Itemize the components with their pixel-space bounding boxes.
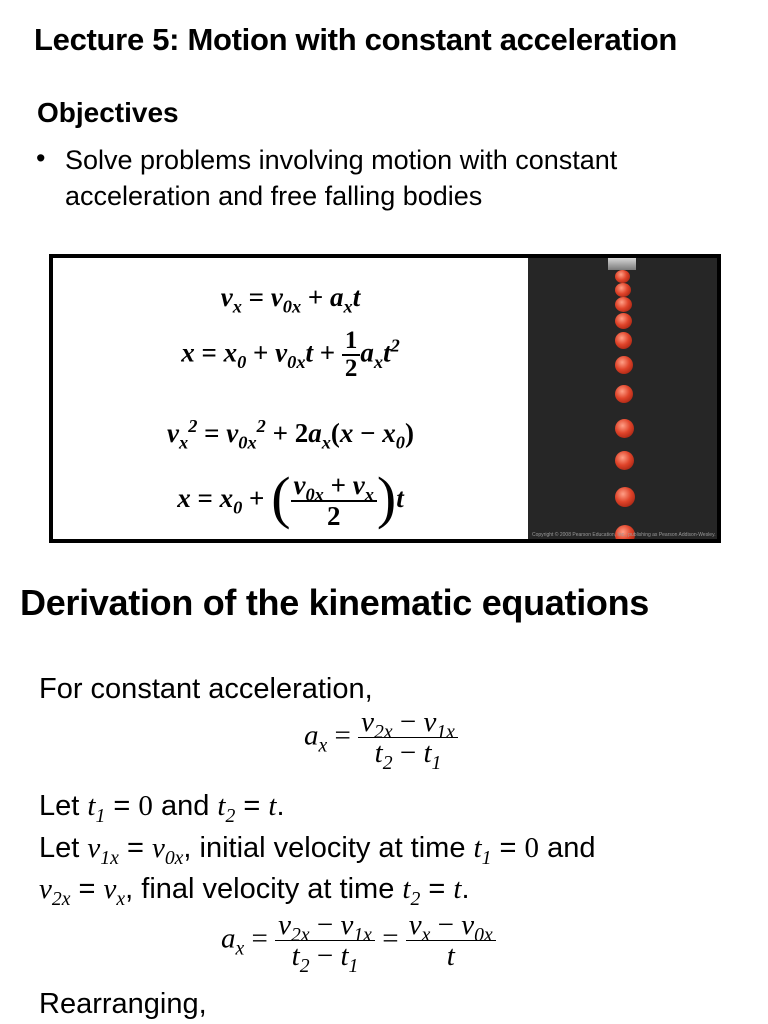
- release-clamp: [608, 258, 636, 270]
- ball-image: [615, 332, 632, 349]
- objectives-heading: Objectives: [37, 97, 179, 128]
- ball-image: [615, 283, 631, 297]
- ball-image: [615, 487, 635, 507]
- final-velocity-line: $v_{2x} = v_x$, final velocity at time $t_2 = t$.: [39, 873, 470, 910]
- let-word: Let: [39, 832, 80, 864]
- initial-velocity-text: , initial velocity at time: [183, 832, 466, 864]
- objective-text: Solve problems involving motion with constant acceleration and free falling bodies: [65, 145, 618, 211]
- and-word: and: [160, 790, 210, 822]
- derivation-heading: Derivation of the kinematic equations: [20, 582, 650, 623]
- rearranging-text: Rearranging,: [39, 988, 207, 1020]
- and-word: and: [547, 832, 596, 864]
- photo-copyright: Copyright © 2008 Pearson Education, Inc., publishing as Pearson Addison-Wesley.: [532, 532, 716, 538]
- equation-average-velocity: $x = x_0$ + ( $\frac{v_{0x} + v_x}{2}$ )t: [177, 465, 404, 531]
- intro-text: For constant acceleration,: [39, 673, 373, 705]
- acceleration-definition: $a_x$ = $\frac{v_{2x} - v_{1x}}{t_2 - t_1}$: [304, 707, 458, 769]
- bullet-dot: •: [36, 143, 46, 173]
- equation-velocity-position: $v_x^2 = v_{0x}^2 + 2a_x(x - x_0)$: [167, 416, 414, 453]
- acceleration-substitution: $a_x$ = $\frac{v_{2x} - v_{1x}}{t_2 - t_1}$ = $\frac{v_x - v_{0x}}{t}$: [221, 910, 496, 972]
- let-velocity-line: Let $v_{1x} = v_{0x}$, initial velocity at time $t_1 = 0$ and: [39, 832, 596, 869]
- ball-image: [615, 297, 632, 312]
- ball-image: [615, 270, 630, 283]
- ball-image: [615, 313, 632, 329]
- ball-image: [615, 356, 633, 374]
- slide-title: Lecture 5: Motion with constant acceleration: [34, 22, 678, 57]
- equation-position-time: $x = x_0 + v_{0x}t$ + $\frac{1}{2}$ $a_xt^2$: [181, 327, 400, 383]
- ball-image: [615, 419, 634, 438]
- let-times-line: Let $t_1 = 0$ and $t_2 = t$.: [39, 790, 285, 827]
- let-word: Let: [39, 790, 80, 822]
- equations-box: [49, 254, 721, 543]
- final-velocity-text: , final velocity at time: [125, 873, 395, 905]
- equation-velocity-time: $v_x = v_{0x} + a_xt$: [220, 282, 361, 317]
- ball-image: [615, 385, 633, 403]
- falling-ball-photo: [528, 258, 717, 539]
- ball-image: [615, 451, 634, 470]
